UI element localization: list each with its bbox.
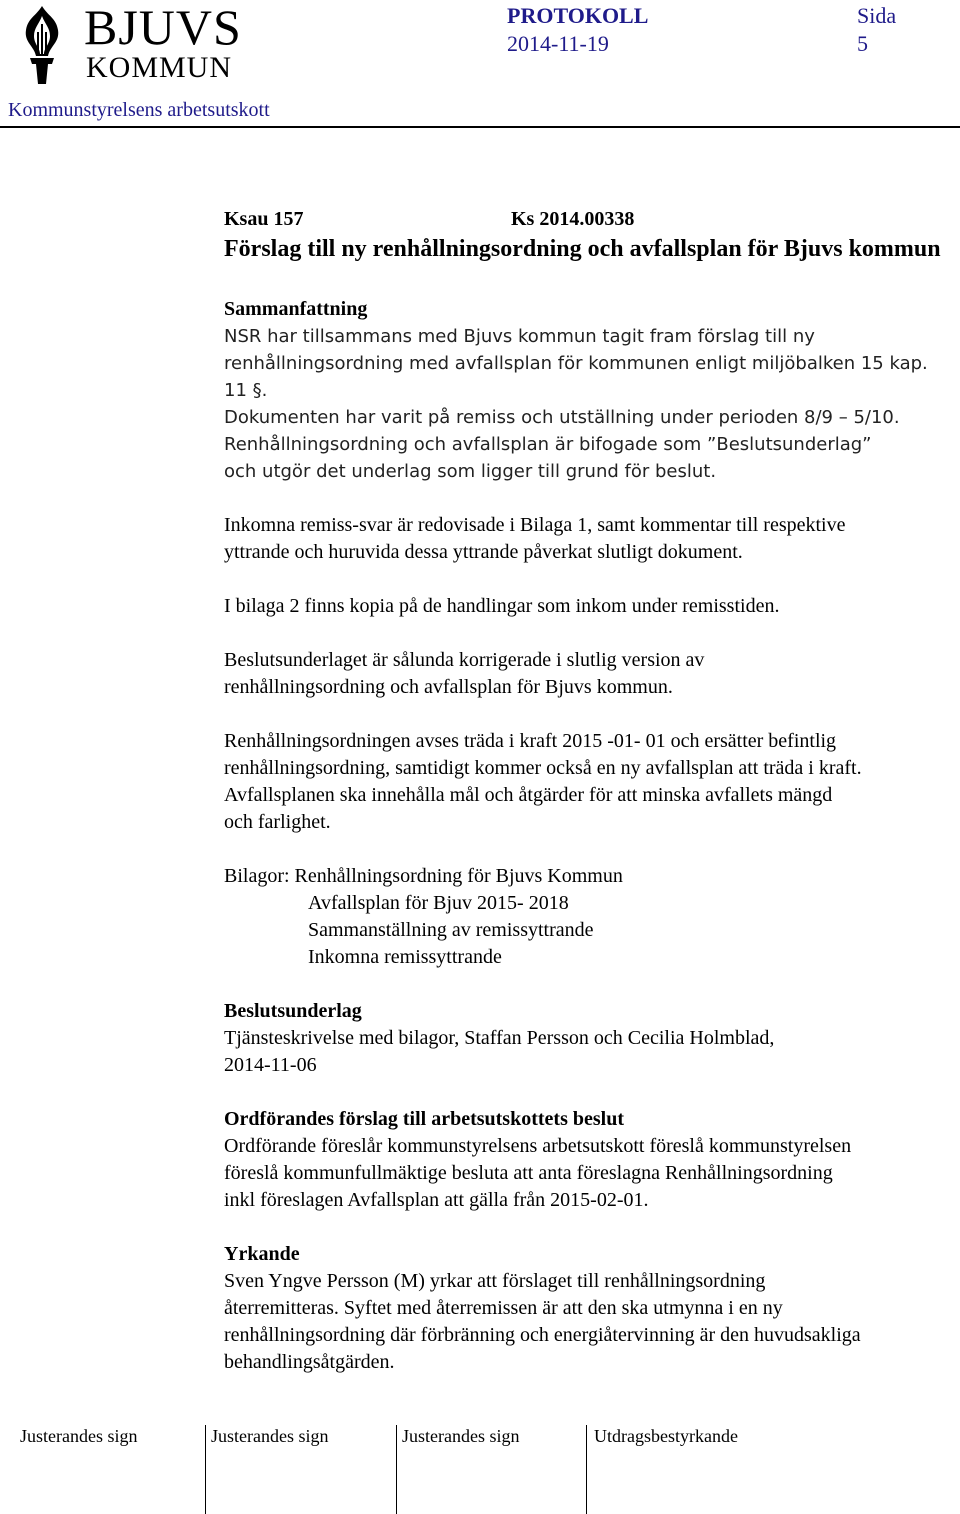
attachment-item: Inkomna remissyttrande bbox=[308, 946, 502, 968]
signature-footer bbox=[0, 1425, 960, 1514]
chair-proposal-heading: Ordförandes förslag till arbetsutskottets beslut bbox=[224, 1108, 624, 1130]
paragraph-line: renhållningsordning och avfallsplan för Bjuvs kommun. bbox=[224, 676, 673, 698]
case-reference bbox=[224, 206, 960, 233]
item-title: Förslag till ny renhållningsordning och avfallsplan för Bjuvs kommun bbox=[224, 236, 941, 262]
paragraph-line: inkl föreslagen Avfallsplan att gälla från 2015-02-01. bbox=[224, 1189, 649, 1211]
signature-label: Justerandes sign bbox=[402, 1426, 520, 1446]
summary-line: NSR har tillsammans med Bjuvs kommun tagit fram förslag till ny bbox=[224, 326, 815, 347]
attachment-item: Avfallsplan för Bjuv 2015- 2018 bbox=[308, 892, 569, 914]
signature-label: Justerandes sign bbox=[211, 1426, 329, 1446]
page-label: Sida bbox=[857, 3, 897, 28]
footer-divider bbox=[396, 1425, 397, 1514]
protocol-body bbox=[224, 200, 960, 1376]
document-type: PROTOKOLL bbox=[507, 3, 649, 28]
paragraph-line: I bilaga 2 finns kopia på de handlingar som inkom under remisstiden. bbox=[224, 595, 780, 617]
paragraph-line: Sven Yngve Persson (M) yrkar att förslaget till renhållningsordning bbox=[224, 1270, 766, 1292]
summary-line: 11 §. bbox=[224, 380, 268, 401]
paragraph-line: Ordförande föreslår kommunstyrelsens arbetsutskott föreslå kommunstyrelsen bbox=[224, 1135, 852, 1157]
logo-subtitle: KOMMUN bbox=[86, 51, 233, 84]
attachment-label: Bilagor: Renhållningsordning för Bjuvs Kommun bbox=[224, 865, 623, 887]
ksau-number: Ksau 157 bbox=[224, 208, 304, 230]
footer-divider bbox=[586, 1425, 587, 1514]
paragraph-line: Tjänsteskrivelse med bilagor, Staffan Persson och Cecilia Holmblad, bbox=[224, 1027, 775, 1049]
paragraph-line: Beslutsunderlaget är sålunda korrigerade i slutlig version av bbox=[224, 649, 705, 671]
paragraph-line: yttrande och huruvida dessa yttrande påverkat slutligt dokument. bbox=[224, 541, 743, 563]
paragraph-line: Renhållningsordningen avses träda i kraft 2015 -01- 01 och ersätter befintlig bbox=[224, 730, 837, 752]
paragraph-line: återremitteras. Syftet med återremissen är att den ska utmynna i en ny bbox=[224, 1297, 783, 1319]
paragraph-line: föreslå kommunfullmäktige besluta att anta föreslagna Renhållningsordning bbox=[224, 1162, 833, 1184]
chair-proposal-section bbox=[224, 1106, 960, 1214]
paragraph-line: och farlighet. bbox=[224, 811, 331, 833]
paragraph-line: behandlingsåtgärden. bbox=[224, 1351, 395, 1373]
header-divider bbox=[0, 126, 960, 128]
paragraph-line: 2014-11-06 bbox=[224, 1054, 317, 1076]
attachment-item: Sammanställning av remissyttrande bbox=[308, 919, 594, 941]
municipality-logo bbox=[6, 2, 256, 86]
committee-name: Kommunstyrelsens arbetsutskott bbox=[8, 99, 270, 121]
paragraph-line: Avfallsplanen ska innehålla mål och åtgärder för att minska avfallets mängd bbox=[224, 784, 833, 806]
decision-basis-section bbox=[224, 998, 960, 1079]
decision-basis-heading: Beslutsunderlag bbox=[224, 1000, 362, 1022]
signature-label: Justerandes sign bbox=[20, 1426, 138, 1446]
summary-line: renhållningsordning med avfallsplan för kommunen enligt miljöbalken 15 kap. bbox=[224, 353, 928, 374]
motion-section bbox=[224, 1241, 960, 1376]
extract-label: Utdragsbestyrkande bbox=[594, 1426, 738, 1446]
paragraph-line: Inkomna remiss-svar är redovisade i Bilaga 1, samt kommentar till respektive bbox=[224, 514, 846, 536]
attachments-list bbox=[224, 863, 960, 971]
page-number: 5 bbox=[857, 31, 868, 56]
summary-line: och utgör det underlag som ligger till grund för beslut. bbox=[224, 461, 717, 482]
summary-line: Dokumenten har varit på remiss och utställning under perioden 8/9 – 5/10. bbox=[224, 407, 900, 428]
ks-number: Ks 2014.00338 bbox=[511, 208, 635, 230]
summary-section bbox=[224, 296, 960, 485]
summary-line: Renhållningsordning och avfallsplan är bifogade som ”Beslutsunderlag” bbox=[224, 434, 872, 455]
paragraph-line: renhållningsordning, samtidigt kommer också en ny avfallsplan att träda i kraft. bbox=[224, 757, 862, 779]
summary-heading: Sammanfattning bbox=[224, 298, 368, 320]
motion-heading: Yrkande bbox=[224, 1243, 300, 1265]
torch-emblem-icon bbox=[6, 2, 78, 86]
logo-name: BJUVS bbox=[84, 0, 242, 55]
meeting-date: 2014-11-19 bbox=[507, 31, 609, 56]
paragraph-line: renhållningsordning där förbränning och energiåtervinning är den huvudsakliga bbox=[224, 1324, 861, 1346]
footer-divider bbox=[205, 1425, 206, 1514]
